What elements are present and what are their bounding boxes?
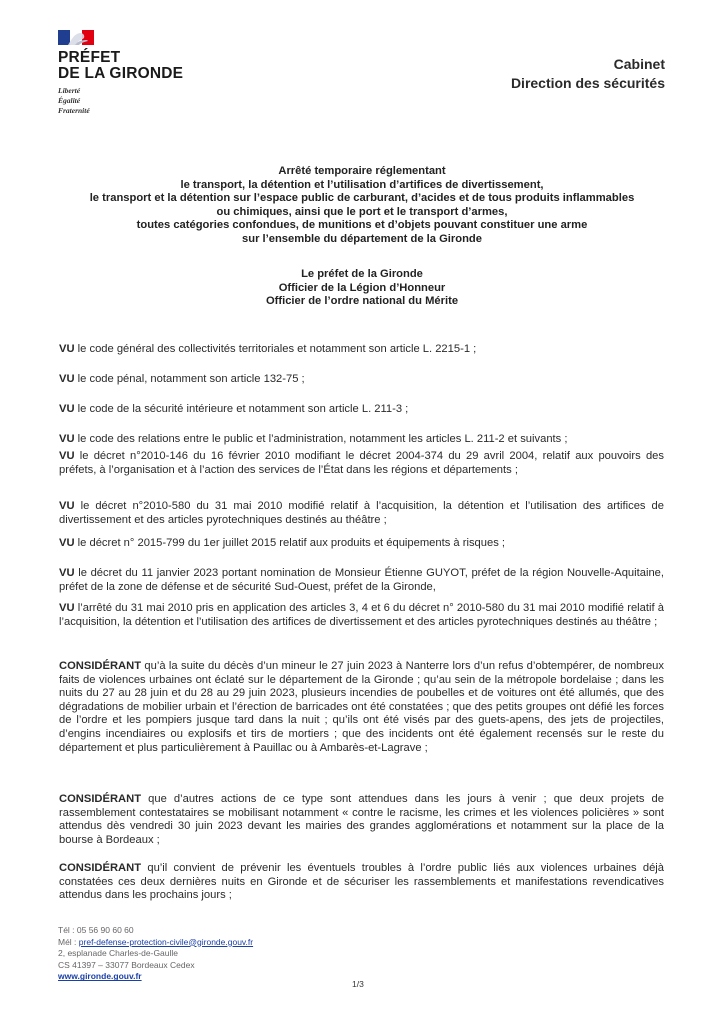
prefet-line: Le préfet de la Gironde xyxy=(301,268,423,280)
title-line: le transport et la détention sur l’espace public de carburant, d’acides et de tous produits inflammables xyxy=(89,192,635,205)
footer-email-link[interactable]: pref-defense-protection-civile@gironde.gouv.fr xyxy=(78,936,254,947)
paragraph-keyword: VU xyxy=(59,343,75,355)
prefet-titles xyxy=(40,268,684,309)
footer-website-link[interactable]: www.gironde.gouv.fr xyxy=(58,971,142,982)
paragraph-text: le décret n° 2015-799 du 1er juillet 2015 relatif aux produits et équipements à risques ; xyxy=(74,537,506,549)
paragraph-text: qu’à la suite du décès d’un mineur le 27 juin 2023 à Nanterre lors d’un refus d’obtempérer, de nombreux faits de violences urbaines ont éclaté sur le département de la Gironde ; qu’au sein de la métropole bordelaise ; dans les nuits du 27 au 28 juin et du 28 au 29 juin 2023, plusieurs incendies de poubelles et de voitures ont été allumés, que des dégradations de mobilier urbain et l’érection de barricades ont été constatées ; que des petits groupes ont défié les forces de l’ordre et les pompiers jusque tard dans la nuit ; qu’ils ont été visés par des guets-apens, des jets de projectiles, d’engins incendiaires ou explosifs et tirs de mortiers ; que des incidents ont été également recensés sur le reste du département et plus particulièrement à Pauillac ou à Ambarès-et-Lagrave ; xyxy=(59,660,664,754)
paragraph-keyword: VU xyxy=(59,450,75,462)
motto-liberte: Liberté xyxy=(58,86,81,95)
considerant-paragraph xyxy=(59,660,664,755)
paragraph-text: qu’il convient de prévenir les éventuels troubles à l’ordre public liés aux violences urbaines déjà constatées ces deux dernières nuits en Gironde et de sécuriser les rassemblements et manifestations revendicatives attendus dans les prochains jours ; xyxy=(59,862,664,902)
republic-motto xyxy=(58,86,90,116)
paragraph-keyword: CONSIDÉRANT xyxy=(59,660,142,672)
paragraph-keyword: VU xyxy=(59,373,75,385)
title-line: toutes catégories confondues, de munitions et d’objets pouvant constituer une arme xyxy=(136,219,588,232)
title-line: ou chimiques, ainsi que le port et le transport d’armes, xyxy=(216,205,508,218)
service-cabinet: Cabinet xyxy=(613,56,665,72)
paragraph-text: le code de la sécurité intérieure et notamment son article L. 211-3 ; xyxy=(74,403,409,415)
paragraph-keyword: VU xyxy=(59,433,75,445)
logo-title-line1: PRÉFET xyxy=(58,49,121,66)
paragraph-text: l’arrêté du 31 mai 2010 pris en application des articles 3, 4 et 6 du décret n° 2010-580 du 31 mai 2010 modifié relatif à l’acquisition, la détention et l’utilisation des artifices de divertissement et des articles pyrotechniques destinés au théâtre ; xyxy=(59,602,664,628)
considerant-paragraph xyxy=(59,793,664,847)
prefet-line: Officier de la Légion d’Honneur xyxy=(278,281,446,294)
service-header xyxy=(511,55,665,93)
paragraph-keyword: VU xyxy=(59,602,75,614)
paragraph-text: le décret du 11 janvier 2023 portant nomination de Monsieur Étienne GUYOT, préfet de la région Nouvelle-Aquitaine, préfet de la zone de défense et de sécurité Sud-Ouest, préfet de la Gironde, xyxy=(59,567,664,593)
service-direction: Direction des sécurités xyxy=(510,75,665,91)
logo-title xyxy=(58,50,183,82)
visa-paragraph xyxy=(59,433,664,447)
considerant-paragraph xyxy=(59,862,664,903)
visa-paragraph xyxy=(59,403,664,417)
footer-address-line2: CS 41397 – 33077 Bordeaux Cedex xyxy=(58,959,195,970)
paragraph-keyword: VU xyxy=(59,537,75,549)
visa-paragraph xyxy=(59,537,664,551)
footer-contact xyxy=(58,925,253,983)
visa-paragraph xyxy=(59,450,664,477)
paragraph-keyword: CONSIDÉRANT xyxy=(59,862,142,874)
decree-title xyxy=(40,165,684,247)
paragraph-keyword: CONSIDÉRANT xyxy=(59,793,142,805)
visa-paragraph xyxy=(59,343,664,357)
motto-egalite: Égalité xyxy=(58,96,81,105)
paragraph-text: le code des relations entre le public et l’administration, notamment les articles L. 211-2 et suivants ; xyxy=(74,433,568,445)
visa-paragraph xyxy=(59,602,664,629)
visa-paragraph xyxy=(59,373,664,387)
footer-address-line1: 2, esplanade Charles-de-Gaulle xyxy=(58,948,179,959)
paragraph-text: le code pénal, notamment son article 132-75 ; xyxy=(74,373,305,385)
title-line: sur l’ensemble du département de la Gironde xyxy=(242,232,482,245)
paragraph-keyword: VU xyxy=(59,403,75,415)
footer-mel-row xyxy=(58,937,253,949)
footer-mel-label: Mél : xyxy=(58,936,79,947)
visa-paragraph xyxy=(59,500,664,527)
logo-title-line2: DE LA GIRONDE xyxy=(58,65,184,82)
paragraph-keyword: VU xyxy=(59,500,75,512)
paragraph-text: le décret n°2010-580 du 31 mai 2010 modifié relatif à l’acquisition, la détention et l’utilisation des artifices de divertissement et des articles pyrotechniques destinés au théâtre ; xyxy=(59,500,664,526)
title-line: le transport, la détention et l’utilisation d’artifices de divertissement, xyxy=(180,178,544,191)
paragraph-keyword: VU xyxy=(59,567,75,579)
paragraph-text: que d’autres actions de ce type sont attendues dans les jours à venir ; que deux projets de rassemblement contestataires se mobilisant notamment « contre le racisme, les crimes et les violences policières » sont attendus dès vendredi 30 juin 2023 devant les mairies des grandes agglomérations et notamment sur la place de la bourse à Bordeaux ; xyxy=(59,793,664,846)
footer-tel: Tél : 05 56 90 60 60 xyxy=(58,925,134,935)
prefet-line: Officier de l’ordre national du Mérite xyxy=(265,295,459,308)
paragraph-text: le code général des collectivités territoriales et notamment son article L. 2215-1 ; xyxy=(74,343,477,355)
visa-paragraph xyxy=(59,567,664,594)
page-number: 1/3 xyxy=(352,979,364,989)
marianne-flag-icon xyxy=(58,30,94,45)
paragraph-text: le décret n°2010-146 du 16 février 2010 modifiant le décret 2004-374 du 29 avril 2004, relatif aux pouvoirs des préfets, à l’organisation et à l’action des services de l’État dans les régions et départements ; xyxy=(59,450,664,476)
title-line: Arrêté temporaire réglementant xyxy=(278,165,446,177)
motto-fraternite: Fraternité xyxy=(58,106,90,115)
